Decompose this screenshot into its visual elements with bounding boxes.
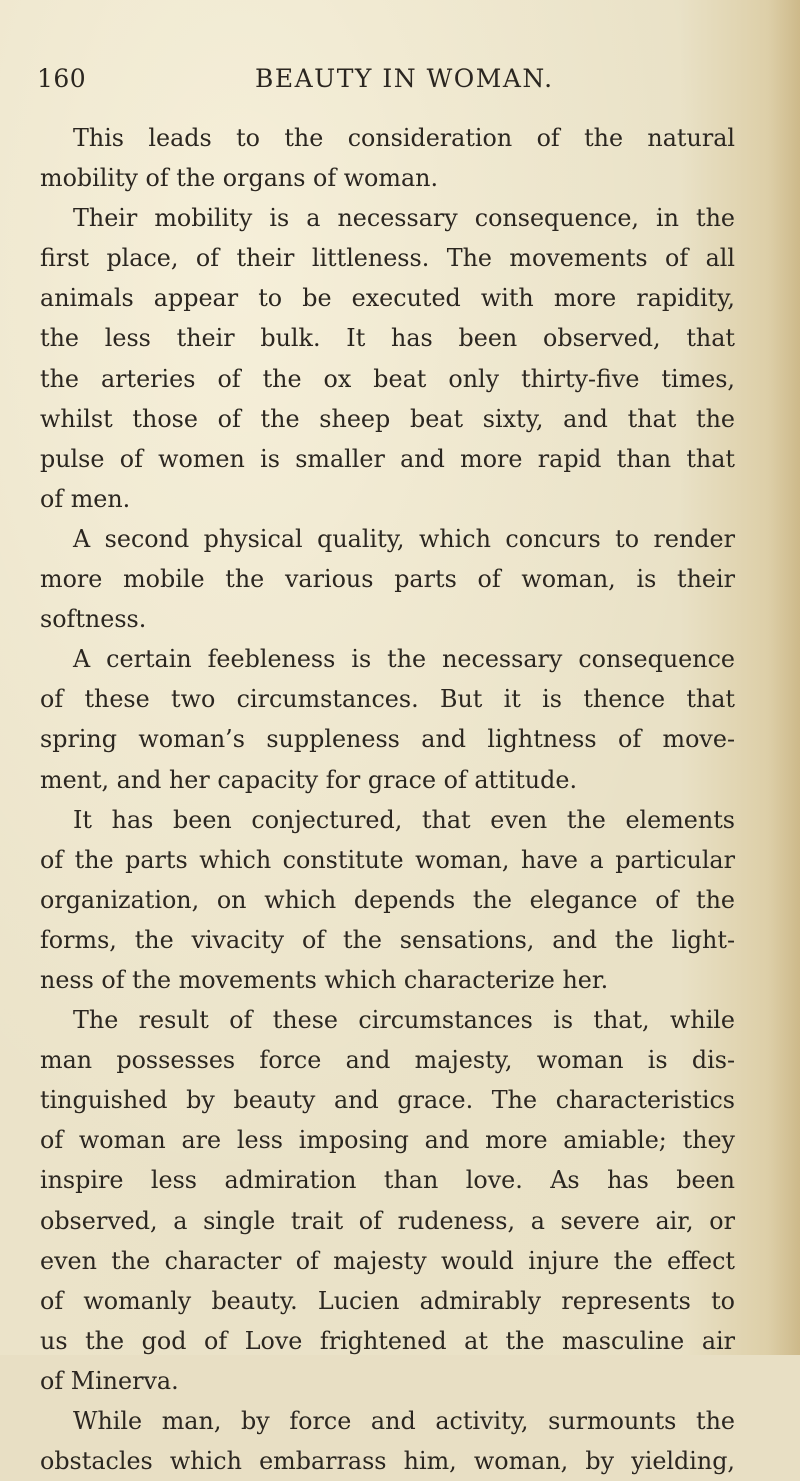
- text-line: organization, on which depends the elegance of the: [40, 885, 735, 914]
- text-line: the arteries of the ox beat only thirty-five times,: [40, 364, 735, 393]
- text-line: of men.: [40, 484, 131, 513]
- text-line: spring woman’s suppleness and lightness of move-: [40, 725, 735, 754]
- text-line: While man, by force and activity, surmounts the: [73, 1407, 735, 1435]
- text-line: This leads to the consideration of the natural: [73, 124, 735, 152]
- text-line: ment, and her capacity for grace of attitude.: [40, 765, 578, 794]
- text-line: Their mobility is a necessary consequence, in the: [73, 204, 735, 233]
- page-number: 160: [37, 64, 87, 93]
- text-line: of womanly beauty. Lucien admirably represents to: [40, 1286, 735, 1315]
- body-text: [40, 118, 735, 1481]
- page-header-title: BEAUTY IN WOMAN.: [255, 64, 554, 93]
- text-line: softness.: [40, 605, 147, 634]
- running-head: [37, 64, 744, 104]
- text-line: obstacles which embarrass him, woman, by yielding,: [40, 1447, 735, 1476]
- text-line: first place, of their littleness. The movements of all: [40, 244, 735, 273]
- text-line: forms, the vivacity of the sensations, and the light-: [40, 925, 735, 954]
- text-line: us the god of Love frightened at the masculine air: [40, 1326, 735, 1355]
- text-line: ness of the movements which characterize her.: [40, 965, 609, 994]
- text-line: of Minerva.: [40, 1366, 179, 1395]
- text-line: tinguished by beauty and grace. The characteristics: [40, 1086, 735, 1115]
- text-line: even the character of majesty would injure the effect: [40, 1246, 735, 1275]
- text-line: whilst those of the sheep beat sixty, and that the: [40, 404, 735, 433]
- text-line: the less their bulk. It has been observed, that: [40, 324, 735, 353]
- text-line: of woman are less imposing and more amiable; they: [40, 1126, 735, 1155]
- text-line: observed, a single trait of rudeness, a severe air, or: [40, 1206, 735, 1235]
- text-line: animals appear to be executed with more rapidity,: [40, 284, 735, 313]
- text-line: The result of these circumstances is that, while: [73, 1006, 735, 1035]
- text-line: mobility of the organs of woman.: [40, 164, 439, 193]
- text-line: more mobile the various parts of woman, is their: [40, 565, 735, 594]
- text-line: A certain feebleness is the necessary consequence: [73, 645, 735, 674]
- text-line: of the parts which constitute woman, have a particular: [40, 845, 735, 874]
- text-line: of these two circumstances. But it is thence that: [40, 685, 735, 714]
- text-line: It has been conjectured, that even the elements: [73, 805, 735, 834]
- text-line: pulse of women is smaller and more rapid than that: [40, 444, 735, 473]
- text-line: inspire less admiration than love. As has been: [40, 1166, 735, 1195]
- text-line: man possesses force and majesty, woman is dis-: [40, 1046, 735, 1075]
- text-line: A second physical quality, which concurs to render: [73, 524, 735, 553]
